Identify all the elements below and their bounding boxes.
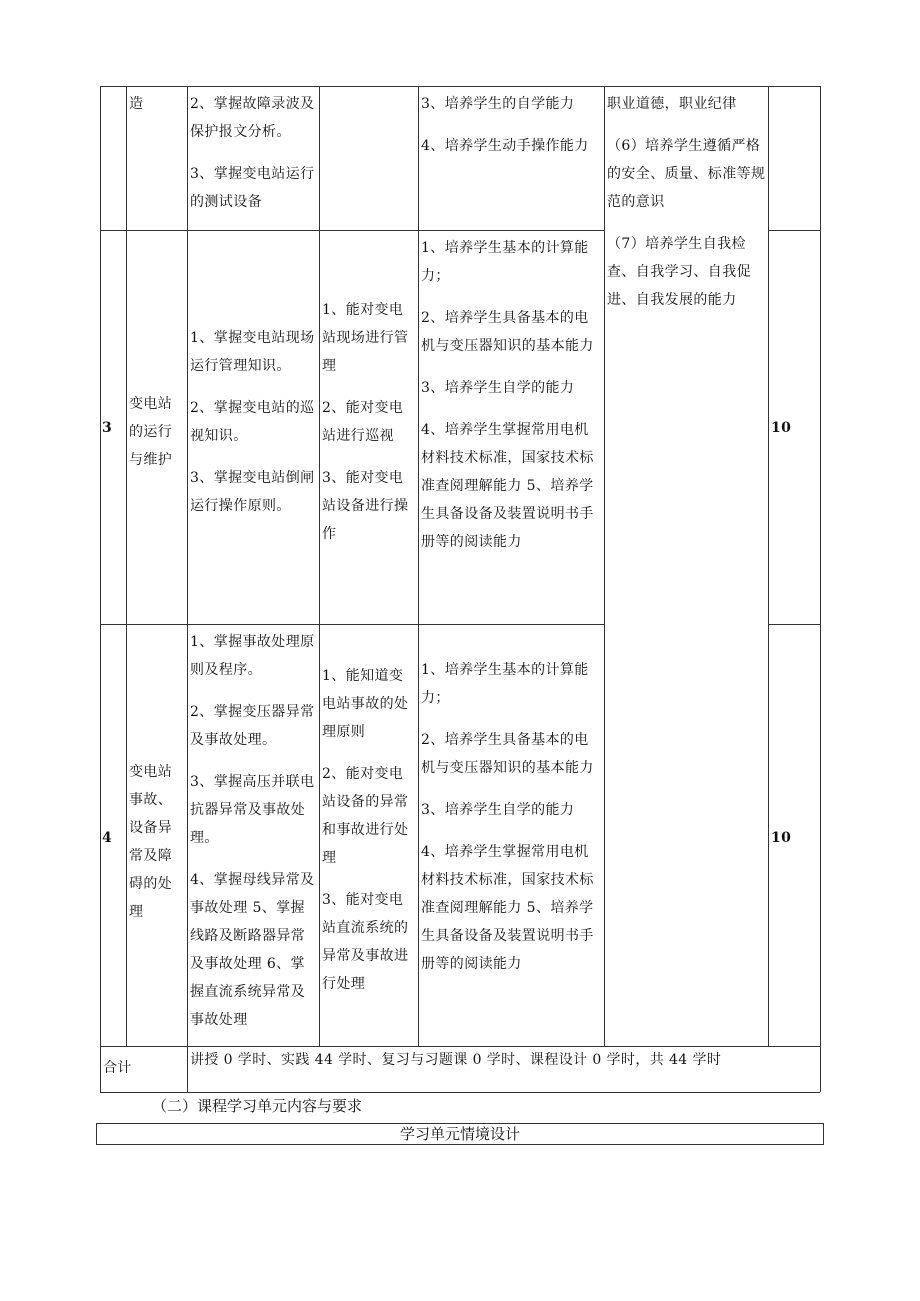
knowledge-item: 4、掌握母线异常及事故处理 5、掌握线路及断路器异常及事故处理 6、掌握直流系统异常及事故处理 [190,872,315,1028]
row3-knowledge [189,626,317,1034]
quality-item: （7）培养学生自我检查、自我学习、自我促进、自我发展的能力 [607,236,751,308]
row-border [768,624,820,625]
knowledge-item: 3、掌握变电站运行的测试设备 [190,166,315,210]
ability-item: 3、能对变电站设备进行操作 [322,470,409,542]
hours-value: 10 [771,420,792,436]
method-item: 2、培养学生具备基本的电机与变压器知识的基本能力 [421,310,594,354]
row3-index [101,822,125,852]
row3-ability [321,660,416,998]
total-summary [189,1044,817,1074]
col-border [604,86,605,1046]
method-item: 4、培养学生动手操作能力 [421,138,589,154]
hours-value: 10 [771,830,792,846]
total-label-text: 合计 [103,1060,132,1076]
row2-knowledge [189,322,317,520]
row1-title [128,88,186,118]
row-border [100,624,605,625]
unit-title: 变电站的运行与维护 [129,396,173,468]
row2-title [128,388,186,474]
quality-item: （6）培养学生遵循严格的安全、质量、标准等规范的意识 [607,138,766,210]
knowledge-item: 1、掌握事故处理原则及程序。 [190,634,315,678]
col-border [418,86,419,1046]
row-index: 3 [102,420,113,436]
knowledge-item: 3、掌握变电站倒闸运行操作原则。 [190,470,315,514]
method-item: 3、培养学生的自学能力 [421,96,575,112]
total-label [102,1052,186,1082]
row2-hours [770,412,818,442]
knowledge-item: 1、掌握变电站现场运行管理知识。 [190,330,315,374]
ability-item: 2、能对变电站设备的异常和事故进行处理 [322,766,409,866]
row3-title [128,756,186,926]
quality-column [606,88,766,314]
ability-item: 2、能对变电站进行巡视 [322,400,404,444]
quality-item: 职业道德，职业纪律 [607,96,737,112]
knowledge-item: 2、掌握变压器异常及事故处理。 [190,704,315,748]
knowledge-item: 2、掌握变电站的巡视知识。 [190,400,315,444]
ability-item: 3、能对变电站直流系统的异常及事故进行处理 [322,892,409,992]
method-item: 4、培养学生掌握常用电机材料技术标准，国家技术标准查阅理解能力 5、培养学生具备设备及装置说明书手册等的阅读能力 [421,844,594,972]
col-border [820,86,821,1092]
ability-item: 1、能对变电站现场进行管理 [322,302,409,374]
row1-knowledge [189,88,317,216]
col-border [187,86,188,1092]
knowledge-item: 3、掌握高压并联电抗器异常及事故处理。 [190,774,315,846]
row-border [100,1092,820,1093]
unit-design-box [96,1123,824,1145]
row-border [100,86,820,87]
method-item: 3、培养学生自学的能力 [421,380,575,396]
unit-title: 变电站事故、设备异常及障碍的处理 [129,764,173,920]
col-border [100,86,101,1092]
method-item: 4、培养学生掌握常用电机材料技术标准，国家技术标准查阅理解能力 5、培养学生具备设备及装置说明书手册等的阅读能力 [421,422,594,550]
col-border [126,86,127,1046]
method-item: 1、培养学生基本的计算能力； [421,240,589,284]
row2-ability [321,294,416,548]
unit-design-title: 学习单元情境设计 [399,1125,520,1143]
row2-method [420,232,603,556]
method-item: 2、培养学生具备基本的电机与变压器知识的基本能力 [421,732,594,776]
total-summary-text: 讲授 0 学时、实践 44 学时、复习与习题课 0 学时、课程设计 0 学时，共 44 学时 [190,1052,722,1068]
row-border [768,230,820,231]
row-index: 4 [102,830,113,846]
row2-index [101,412,125,442]
method-item: 3、培养学生自学的能力 [421,802,575,818]
col-border [768,86,769,1046]
col-border [319,86,320,1046]
section-heading-text: （二）课程学习单元内容与要求 [152,1097,363,1115]
row-border [100,230,605,231]
ability-item: 1、能知道变电站事故的处理原则 [322,668,409,740]
knowledge-item: 2、掌握故障录波及保护报文分析。 [190,96,315,140]
section-heading [152,1095,362,1117]
method-item: 1、培养学生基本的计算能力； [421,662,589,706]
row3-method [420,654,603,978]
cell-text: 造 [129,96,144,112]
row3-hours [770,822,818,852]
row1-method [420,88,603,160]
